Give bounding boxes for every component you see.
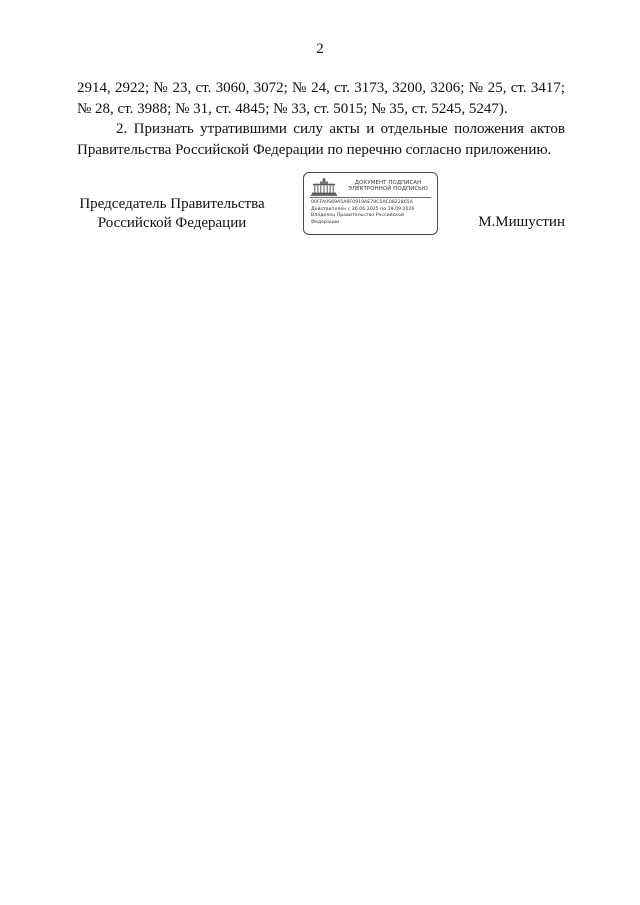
stamp-validity: Действителен с 26.06.2025 по 19.09.2026 <box>311 206 415 212</box>
signatory-title-line-2: Российской Федерации <box>97 215 247 231</box>
stamp-heading-line-1: ДОКУМЕНТ ПОДПИСАН <box>354 180 422 186</box>
document-body <box>77 78 565 160</box>
stamp-details <box>311 200 433 226</box>
stamp-divider <box>310 197 431 198</box>
stamp-heading-line-2: ЭЛЕКТРОННОЙ ПОДПИСЬЮ <box>348 186 428 193</box>
item-2-line-1: 2. Признать утратившими силу акты и отдельные положения актов <box>116 121 565 137</box>
stamp-owner-line-1: Владелец Правительство Российской <box>311 213 405 219</box>
signatory-name: М.Мишустин <box>478 214 565 230</box>
stamp-certificate: 00FFA0S69A5A9F0919AE79C5AC0822865A <box>311 200 413 205</box>
continuation-line-2: № 28, ст. 3988; № 31, ст. 4845; № 33, ст. 5015; № 35, ст. 5245, 5247). <box>77 100 508 117</box>
signatory-title-line-1: Председатель Правительства <box>79 196 265 212</box>
stamp-owner-line-2: Федерации <box>311 219 340 225</box>
page-number: 2 <box>316 41 324 57</box>
stamp-heading <box>342 180 434 193</box>
electronic-signature-stamp <box>303 172 438 235</box>
item-2-line-2: Правительства Российской Федерации по перечню согласно приложению. <box>77 141 552 158</box>
signatory-title <box>77 195 267 233</box>
government-building-icon <box>311 178 337 196</box>
continuation-line-1: 2914, 2922; № 23, ст. 3060, 3072; № 24, ст. 3173, 3200, 3206; № 25, ст. 3417; <box>77 80 565 96</box>
